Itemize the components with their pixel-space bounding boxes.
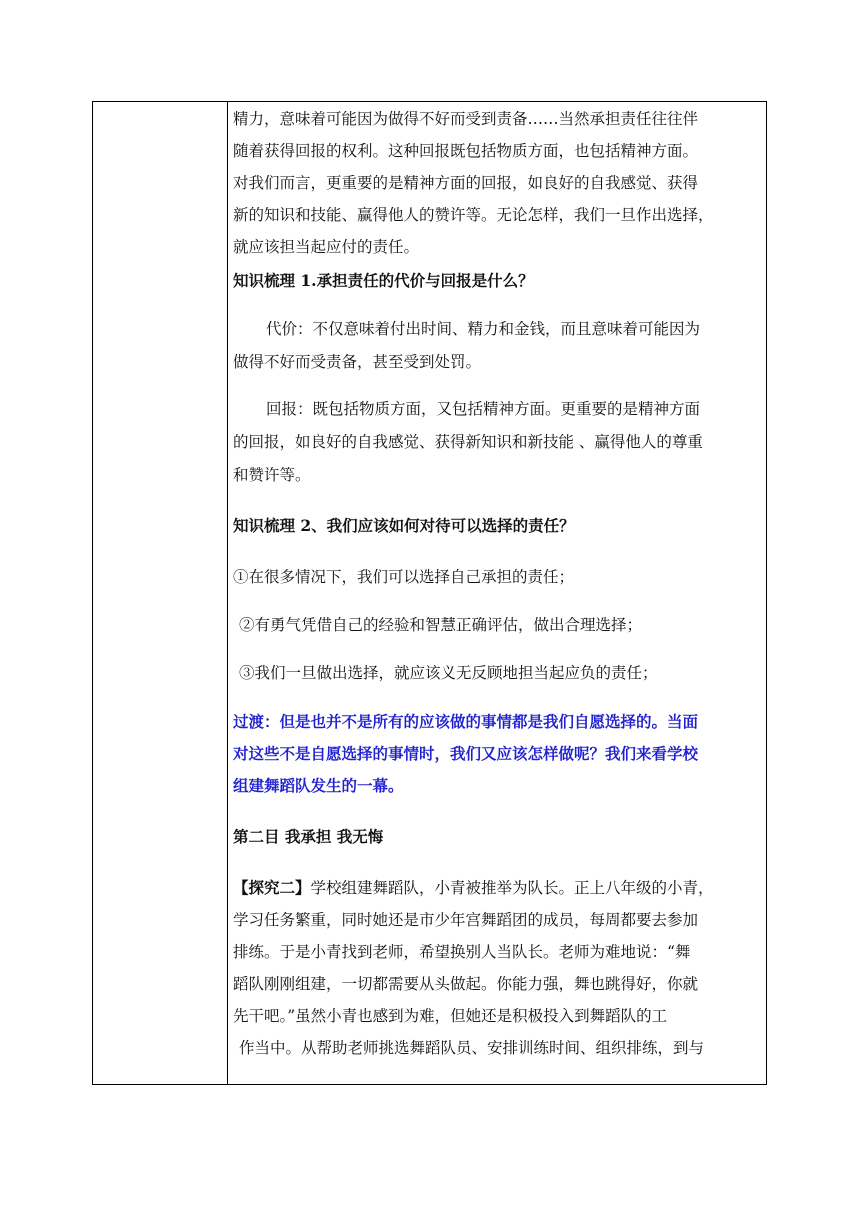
column-divider — [227, 102, 228, 1084]
text-line: 代价：不仅意味着付出时间、精力和金钱，而且意味着可能因为 — [266, 320, 701, 338]
text-line: 就应该担当起应付的责任。 — [233, 238, 420, 256]
section-heading-2: 知识梳理 2、我们应该如何对待可以选择的责任？ — [233, 516, 575, 535]
text-line: 作当中。从帮助老师挑选舞蹈队员、安排训练时间、组织排练，到与 — [239, 1039, 705, 1057]
list-item: ①在很多情况下，我们可以选择自己承担的责任； — [233, 568, 575, 586]
text-line: 先干吧。”虽然小青也感到为难，但她还是积极投入到舞蹈队的工 — [233, 1007, 668, 1025]
transition-line: 过渡：但是也并不是所有的应该做的事情都是我们自愿选择的。当面 — [233, 712, 699, 731]
text-line: 做得不好而受责备，甚至受到处罚。 — [233, 353, 482, 371]
section-title: 第二目 我承担 我无悔 — [233, 827, 384, 846]
explore-text: 学校组建舞蹈队，小青被推举为队长。正上八年级的小青， — [310, 879, 714, 897]
text-line: 的回报，如良好的自我感觉、获得新知识和新技能 、赢得他人的尊重 — [233, 433, 703, 451]
explore-paragraph-first — [233, 876, 765, 898]
text-line: 对我们而言，更重要的是精神方面的回报，如良好的自我感觉、获得 — [233, 174, 699, 192]
text-line: 学习任务繁重，同时她还是市少年宫舞蹈团的成员，每周都要去参加 — [233, 911, 699, 929]
text-line: 蹈队刚刚组建，一切都需要从头做起。你能力强，舞也跳得好，你就 — [233, 975, 699, 993]
text-line: 新的知识和技能、赢得他人的赞许等。无论怎样，我们一旦作出选择， — [233, 206, 714, 224]
section-heading-1: 知识梳理 1.承担责任的代价与回报是什么？ — [233, 271, 534, 290]
transition-line: 组建舞蹈队发生的一幕。 — [233, 776, 404, 795]
list-item: ③我们一旦做出选择，就应该义无反顾地担当起应负的责任； — [239, 664, 658, 682]
lesson-table — [92, 101, 767, 1085]
text-line: 回报：既包括物质方面，又包括精神方面。更重要的是精神方面 — [266, 400, 701, 418]
text-line: 随着获得回报的权利。这种回报既包括物质方面，也包括精神方面。 — [233, 142, 699, 160]
explore-label: 【探究二】 — [233, 878, 311, 897]
transition-line: 对这些不是自愿选择的事情时，我们又应该怎样做呢？我们来看学校 — [233, 744, 699, 763]
text-line: 和赞许等。 — [233, 466, 311, 484]
text-line: 排练。于是小青找到老师，希望换别人当队长。老师为难地说：“舞 — [233, 943, 691, 961]
text-line: 精力，意味着可能因为做得不好而受到责备……当然承担责任往往伴 — [233, 110, 699, 128]
list-item: ②有勇气凭借自己的经验和智慧正确评估，做出合理选择； — [239, 616, 643, 634]
